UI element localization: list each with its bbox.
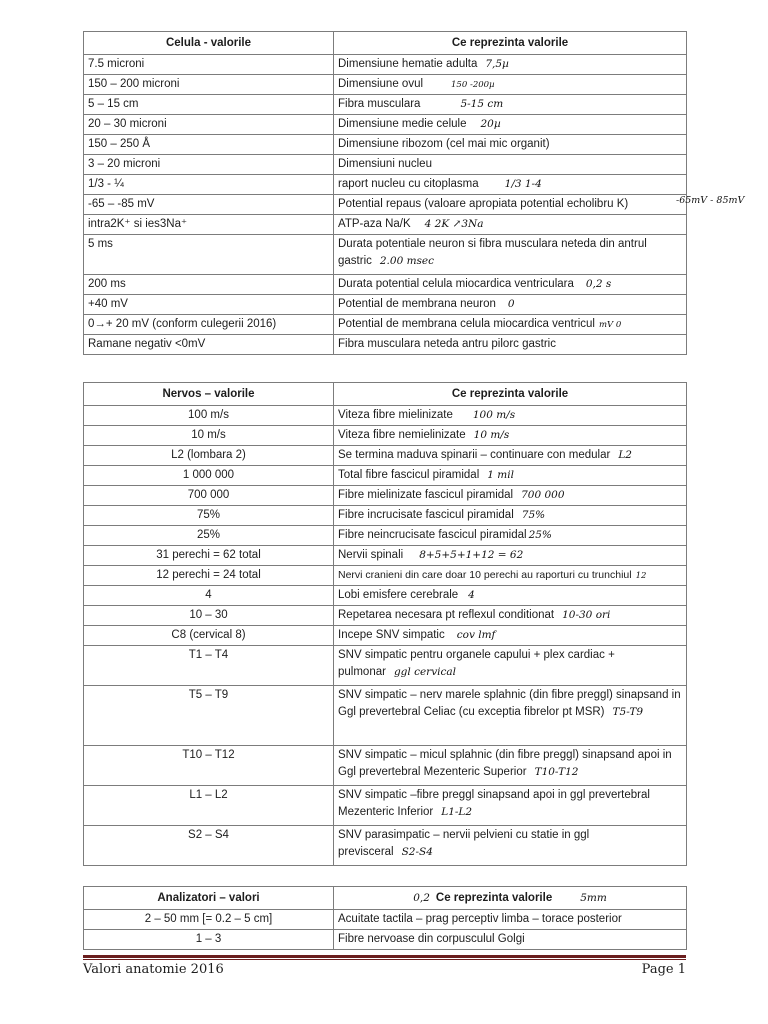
meaning-text: Incepe SNV simpatic <box>338 629 445 641</box>
value-cell: 200 ms <box>84 275 334 295</box>
meaning-text: Potential repaus (valoare apropiata potential echolibru K) <box>338 198 629 210</box>
footer-divider-thin <box>83 959 686 960</box>
handwritten-note: L2 <box>618 449 632 461</box>
table-header-row <box>84 32 687 55</box>
handwritten-note-margin: -65mV - 85mV <box>676 195 745 206</box>
meaning-text: Dimensiuni nucleu <box>338 158 432 170</box>
meaning-cell <box>334 55 687 75</box>
meaning-text: SNV simpatic pentru organele capului + plex cardiac + pulmonar <box>338 649 615 678</box>
value-cell: 150 – 250 Å <box>84 135 334 155</box>
meaning-text: Dimensiune ribozom (cel mai mic organit) <box>338 138 550 150</box>
handwritten-note: T5-T9 <box>612 705 644 718</box>
value-cell: 75% <box>84 506 334 526</box>
table-row <box>84 95 687 115</box>
meaning-cell <box>334 746 687 786</box>
table-row <box>84 446 687 466</box>
meaning-cell <box>334 315 687 335</box>
meaning-cell <box>334 786 687 826</box>
column-header-meaning: Ce reprezinta valorile <box>334 32 687 55</box>
table-row <box>84 826 687 866</box>
meaning-text: Lobi emisfere cerebrale <box>338 589 459 601</box>
meaning-text: Se termina maduva spinarii – continuare con medular <box>338 449 611 461</box>
value-cell: 20 – 30 microni <box>84 115 334 135</box>
value-cell: L1 – L2 <box>84 786 334 826</box>
table-row <box>84 195 687 215</box>
meaning-cell <box>334 406 687 426</box>
meaning-cell <box>334 566 687 586</box>
value-cell: 10 m/s <box>84 426 334 446</box>
table-header-row <box>84 383 687 406</box>
meaning-text: SNV simpatic – micul splahnic (din fibre preggl) sinapsand apoi in Ggl prevertebral Mezenteric Superior <box>338 749 672 778</box>
handwritten-note: 25% <box>528 529 552 541</box>
value-cell: 1/3 - ¼ <box>84 175 334 195</box>
value-cell: S2 – S4 <box>84 826 334 866</box>
value-cell: 1 – 3 <box>84 930 334 950</box>
handwritten-note: 8+5+5+1+12 = 62 <box>419 549 524 561</box>
table-row <box>84 686 687 746</box>
table-row <box>84 546 687 566</box>
value-cell: 700 000 <box>84 486 334 506</box>
meaning-text: Dimensiune hematie adulta <box>338 58 478 70</box>
meaning-cell <box>334 135 687 155</box>
meaning-text: Durata potentiale neuron si fibra musculara neteda din antrul gastric <box>338 238 647 267</box>
meaning-cell <box>334 175 687 195</box>
table-row <box>84 135 687 155</box>
value-cell: +40 mV <box>84 295 334 315</box>
handwritten-note: 10 m/s <box>473 429 510 441</box>
handwritten-note: mV 0 <box>598 320 622 330</box>
meaning-cell <box>334 215 687 235</box>
meaning-cell <box>334 115 687 135</box>
meaning-cell <box>334 75 687 95</box>
value-cell: C8 (cervical 8) <box>84 626 334 646</box>
meaning-text: Potential de membrana celula miocardica ventricul <box>338 318 595 330</box>
meaning-cell <box>334 155 687 175</box>
value-cell: 100 m/s <box>84 406 334 426</box>
meaning-text: Viteza fibre mielinizate <box>338 409 453 421</box>
meaning-text: Fibra musculara neteda antru pilorc gastric <box>338 338 556 350</box>
table-row <box>84 626 687 646</box>
meaning-text: Fibre mielinizate fascicul piramidal <box>338 489 514 501</box>
meaning-cell <box>334 826 687 866</box>
table-row <box>84 295 687 315</box>
footer-title: Valori anatomie 2016 <box>83 962 224 977</box>
meaning-text: Dimensiune medie celule <box>338 118 467 130</box>
value-cell: 3 – 20 microni <box>84 155 334 175</box>
table-row <box>84 55 687 75</box>
table-row <box>84 786 687 826</box>
table-row <box>84 115 687 135</box>
handwritten-note: 0 <box>507 298 515 310</box>
handwritten-note: 75% <box>521 509 546 521</box>
handwritten-note: 1 mil <box>487 469 514 481</box>
table-row <box>84 930 687 950</box>
table-header-row <box>84 887 687 910</box>
handwritten-note: L1-L2 <box>441 805 473 818</box>
value-cell: 10 – 30 <box>84 606 334 626</box>
meaning-cell: Fibre nervoase din corpusculul Golgi <box>334 930 687 950</box>
table-row <box>84 235 687 275</box>
handwritten-note: 4 <box>468 589 475 601</box>
meaning-text: Nervi cranieni din care doar 10 perechi au raporturi cu trunchiul <box>338 569 632 581</box>
handwritten-note: ggl cervical <box>393 665 456 678</box>
value-cell: 12 perechi = 24 total <box>84 566 334 586</box>
table-row <box>84 215 687 235</box>
table-row <box>84 426 687 446</box>
meaning-cell <box>334 335 687 355</box>
value-cell: T1 – T4 <box>84 646 334 686</box>
value-cell: 2 – 50 mm [= 0.2 – 5 cm] <box>84 910 334 930</box>
meaning-cell <box>334 486 687 506</box>
column-header-meaning <box>334 887 687 910</box>
handwritten-note: cov lmf <box>456 629 496 641</box>
column-header-value: Celula - valorile <box>84 32 334 55</box>
table-row <box>84 746 687 786</box>
table-row <box>84 646 687 686</box>
meaning-cell <box>334 275 687 295</box>
meaning-cell <box>334 195 687 215</box>
value-cell: 0→+ 20 mV (conform culegerii 2016) <box>84 315 334 335</box>
handwritten-note: 5mm <box>580 891 607 904</box>
handwritten-note: 0,2 <box>413 891 430 904</box>
value-cell: -65 – -85 mV <box>84 195 334 215</box>
handwritten-note: 4 2K ↗3Na <box>424 218 484 230</box>
value-cell: Ramane negativ <0mV <box>84 335 334 355</box>
meaning-text: SNV simpatic –fibre preggl sinapsand apoi in ggl prevertebral Mezenteric Inferior <box>338 789 650 818</box>
handwritten-note: 0,2 s <box>585 278 612 290</box>
table-row <box>84 275 687 295</box>
analyzer-values-table <box>83 886 687 950</box>
value-cell: intra2K⁺ si ies3Na⁺ <box>84 215 334 235</box>
meaning-cell <box>334 526 687 546</box>
value-cell: 25% <box>84 526 334 546</box>
nervous-values-table <box>83 382 687 866</box>
meaning-cell <box>334 446 687 466</box>
meaning-text: Repetarea necesara pt reflexul conditionat <box>338 609 555 621</box>
cell-values-table <box>83 31 687 355</box>
meaning-cell <box>334 426 687 446</box>
meaning-cell <box>334 95 687 115</box>
table-row <box>84 155 687 175</box>
meaning-text: Nervii spinali <box>338 549 404 561</box>
table-row <box>84 506 687 526</box>
page-number: Page 1 <box>641 962 686 977</box>
handwritten-note: 10-30 ori <box>562 609 611 621</box>
value-cell: 1 000 000 <box>84 466 334 486</box>
meaning-cell <box>334 546 687 566</box>
meaning-text: Fibre neincrucisate fascicul piramidal <box>338 529 527 541</box>
handwritten-note: 1/3 1-4 <box>504 178 542 190</box>
meaning-text: Potential de membrana neuron <box>338 298 496 310</box>
table-row <box>84 586 687 606</box>
meaning-text: ATP-aza Na/K <box>338 218 411 230</box>
table-row <box>84 175 687 195</box>
handwritten-note: 150 -200µ <box>451 80 495 90</box>
meaning-cell <box>334 686 687 746</box>
handwritten-note: 700 000 <box>521 489 565 501</box>
meaning-cell <box>334 586 687 606</box>
handwritten-note: 5-15 cm <box>460 98 504 110</box>
meaning-text: Fibra musculara <box>338 98 421 110</box>
table-row <box>84 566 687 586</box>
table-row <box>84 910 687 930</box>
table-row <box>84 486 687 506</box>
meaning-cell <box>334 295 687 315</box>
meaning-text: Dimensiune ovul <box>338 78 424 90</box>
meaning-cell <box>334 606 687 626</box>
footer-divider <box>83 955 686 958</box>
value-cell: T10 – T12 <box>84 746 334 786</box>
handwritten-note: 2.00 msec <box>379 254 435 267</box>
column-header-meaning: Ce reprezinta valorile <box>334 383 687 406</box>
meaning-text: SNV simpatic – nerv marele splahnic (din fibre preggl) sinapsand in Ggl prevertebral Celiac (cu exceptia fibrelor pt MSR) <box>338 689 681 718</box>
meaning-cell <box>334 626 687 646</box>
meaning-cell <box>334 235 687 275</box>
meaning-cell: Acuitate tactila – prag perceptiv limba – torace posterior <box>334 910 687 930</box>
meaning-text: Total fibre fascicul piramidal <box>338 469 480 481</box>
value-cell: 31 perechi = 62 total <box>84 546 334 566</box>
table-row <box>84 315 687 335</box>
handwritten-note: T10-T12 <box>534 765 579 778</box>
column-header-meaning-text: Ce reprezinta valorile <box>435 891 553 904</box>
handwritten-note: 7,5µ <box>485 58 509 70</box>
value-cell: L2 (lombara 2) <box>84 446 334 466</box>
table-row <box>84 75 687 95</box>
handwritten-note: 12 <box>635 571 647 581</box>
handwritten-note: S2-S4 <box>401 845 433 858</box>
meaning-text: Durata potential celula miocardica ventriculara <box>338 278 574 290</box>
table-row <box>84 526 687 546</box>
column-header-value: Analizatori – valori <box>84 887 334 910</box>
table-row <box>84 606 687 626</box>
handwritten-note: 20µ <box>480 118 501 130</box>
value-cell: 4 <box>84 586 334 606</box>
column-header-value: Nervos – valorile <box>84 383 334 406</box>
table-row <box>84 335 687 355</box>
table-row <box>84 466 687 486</box>
meaning-text: raport nucleu cu citoplasma <box>338 178 479 190</box>
value-cell: 5 – 15 cm <box>84 95 334 115</box>
meaning-cell <box>334 646 687 686</box>
meaning-text: SNV parasimpatic – nervii pelvieni cu statie in ggl previsceral <box>338 829 590 858</box>
meaning-text: Viteza fibre nemielinizate <box>338 429 466 441</box>
value-cell: 5 ms <box>84 235 334 275</box>
value-cell: 7.5 microni <box>84 55 334 75</box>
table-row <box>84 406 687 426</box>
value-cell: 150 – 200 microni <box>84 75 334 95</box>
handwritten-note: 100 m/s <box>472 409 516 421</box>
value-cell: T5 – T9 <box>84 686 334 746</box>
meaning-cell <box>334 466 687 486</box>
meaning-text: Fibre incrucisate fascicul piramidal <box>338 509 514 521</box>
meaning-cell <box>334 506 687 526</box>
